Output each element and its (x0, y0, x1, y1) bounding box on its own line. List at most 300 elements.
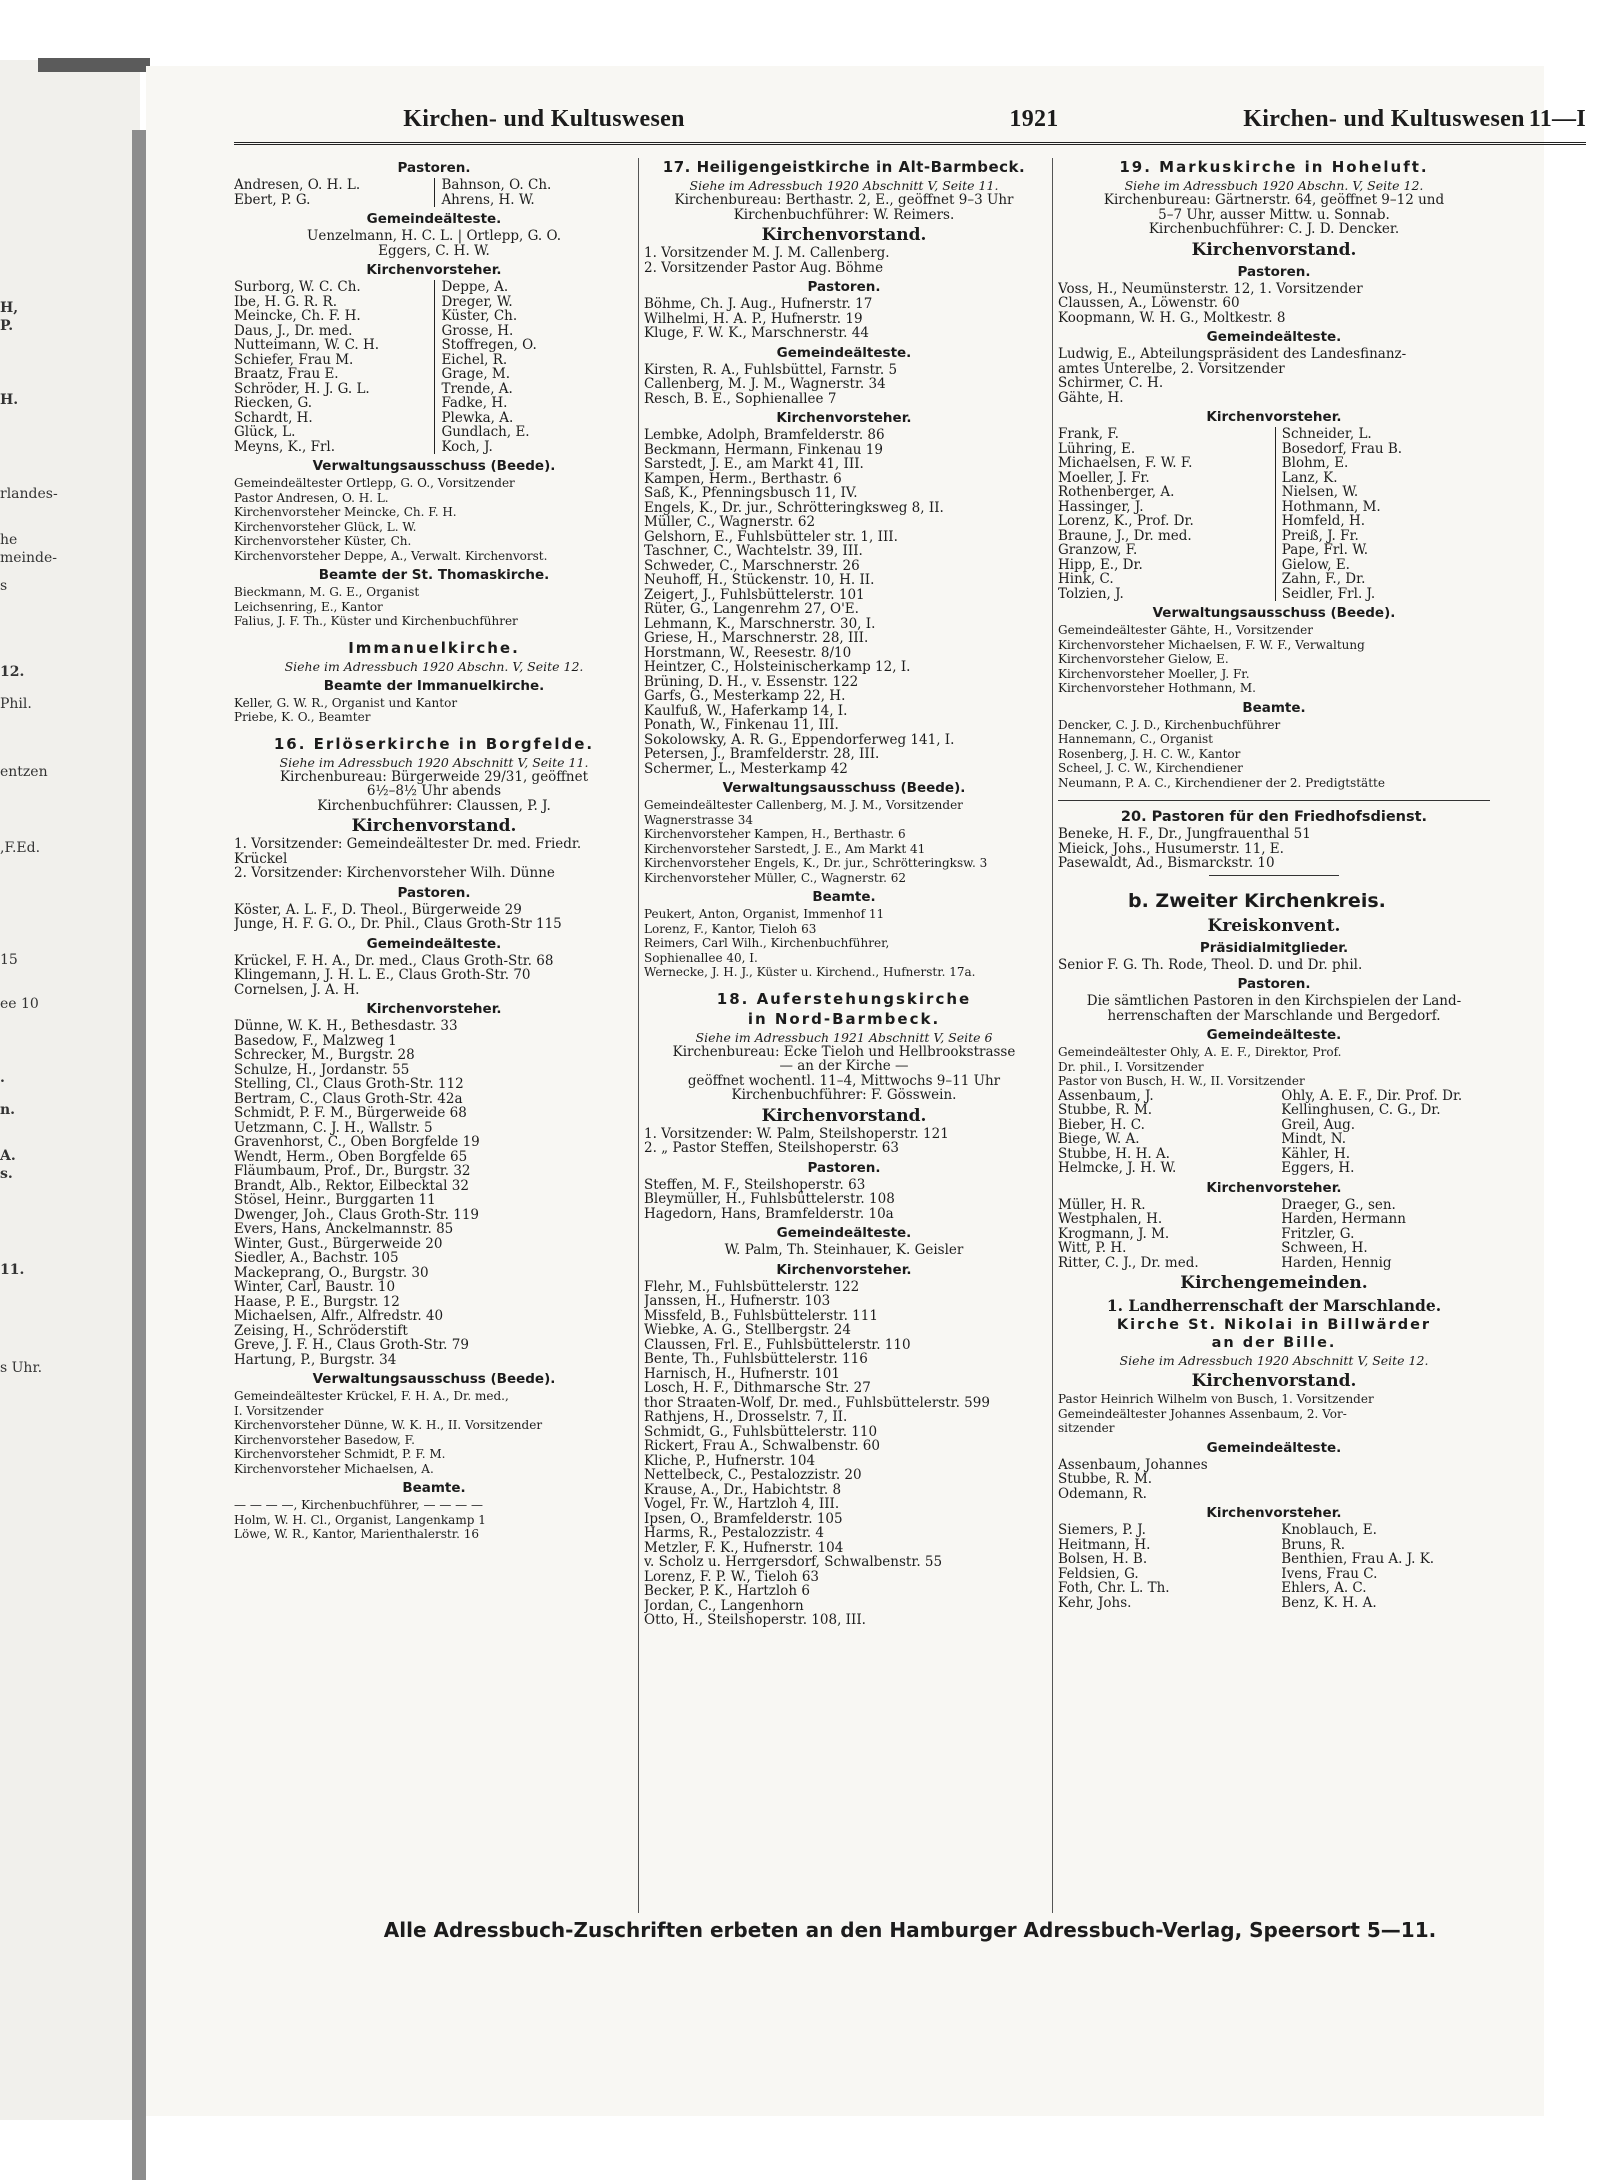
entry-line: Dr. phil., I. Vorsitzender (1058, 1059, 1204, 1074)
section-heading: Kirchenvorsteher. (1206, 1179, 1342, 1196)
entry-line: Kirchenbuchführer: Claussen, P. J. (317, 798, 551, 813)
left-page-fragment-text: ee 10 (0, 996, 39, 1012)
entry-line: Mindt, N. (1281, 1132, 1346, 1147)
column-1 (234, 156, 634, 1552)
kirchenvorstand-list (644, 1127, 1044, 1156)
section-heading: Beamte. (1242, 699, 1306, 716)
entry-line: Bieckmann, M. G. E., Organist (234, 585, 420, 599)
friedhofsdienst-section (1058, 800, 1490, 876)
entry-line: Eggers, H. (1281, 1161, 1355, 1176)
entry-line: Bahnson, O. Ch. (441, 178, 552, 193)
entry-line: Stubbe, R. M. (1058, 1103, 1153, 1118)
section-heading: Kirchenvorsteher. (1206, 409, 1342, 425)
entry-line: 1. Vorsitzender M. J. M. Callenberg. (644, 246, 890, 261)
left-page-fragment-text: he (0, 532, 18, 548)
entry-line: Granzow, F. (1058, 543, 1138, 558)
entry-line: Kirchenbureau: Ecke Tieloh und Hellbrookstrasse (672, 1044, 1016, 1059)
entry-line: Draeger, G., sen. (1281, 1197, 1396, 1212)
entry-line: Janssen, H., Hufnerstr. 103 (644, 1294, 831, 1309)
left-page-fragment-text: Phil. (0, 696, 32, 712)
entry-line: Gemeindeältester Callenberg, M. J. M., Vorsitzender (644, 798, 963, 812)
entry-line: Müller, C., Wagnerstr. 62 (644, 515, 816, 530)
entry-line: Griese, H., Marschnerstr. 28, III. (644, 631, 869, 646)
entry-line: Eichel, R. (441, 352, 508, 367)
entry-line: Kirchenvorsteher Engels, K., Dr. jur., Schrötteringksw. 3 (644, 856, 988, 870)
entry-line: Kellinghusen, C. G., Dr. (1281, 1103, 1441, 1118)
entry-line: Zeising, H., Schröderstift (234, 1323, 408, 1338)
section-heading: Kirchenvorstand. (1191, 239, 1357, 260)
entry-line: Blohm, E. (1281, 456, 1349, 471)
entry-line: Kirchenvorsteher Müller, C., Wagnerstr. 62 (644, 870, 907, 885)
section-heading: Kirchenvorsteher. (776, 410, 912, 426)
entry-line: Kirchenbuchführer: C. J. D. Dencker. (1148, 222, 1400, 237)
pastoren-info (1058, 994, 1490, 1023)
left-page-fragment-text: n. (0, 1102, 16, 1118)
entry-line: Junge, H. F. G. O., Dr. Phil., Claus Groth-Str 115 (234, 917, 562, 932)
entry-line: Kirchenbureau: Berthastr. 2, E., geöffnet 9–3 Uhr (674, 193, 1014, 208)
entry-line: Wagnerstrasse 34 (644, 812, 754, 827)
entry-line: Kampen, Herm., Berthastr. 6 (644, 471, 842, 486)
entry-line: Andresen, O. H. L. (234, 178, 361, 193)
entry-line: Koopmann, W. H. G., Moltkestr. 8 (1058, 310, 1286, 325)
entry-line: Grosse, H. (441, 323, 514, 338)
section-heading: Pastoren. (1237, 263, 1311, 280)
entry-line: Voss, H., Neumünsterstr. 12, 1. Vorsitzender (1058, 281, 1363, 296)
reference-note: Siehe im Adressbuch 1921 Abschnitt V, Seite 6 (695, 1029, 993, 1045)
left-page-fragment-text: H. (0, 392, 19, 408)
church-title: Immanuelkirche. (348, 638, 520, 657)
entry-line: Die sämtlichen Pastoren in den Kirchspielen der Land- (1086, 994, 1462, 1009)
entry-line: Ivens, Frau C. (1281, 1566, 1378, 1581)
entry-line: Cornelsen, J. A. H. (234, 982, 360, 997)
landherrenschaft-title: 1. Landherrenschaft der Marschlande. (1106, 1296, 1442, 1315)
praesidial-line: Senior F. G. Th. Rode, Theol. D. und Dr. phil. (1058, 957, 1363, 972)
entry-line: Nutteimann, W. C. H. (234, 338, 380, 353)
entry-line: Beckmann, Hermann, Finkenau 19 (644, 442, 883, 457)
entry-line: Garfs, G., Mesterkamp 22, H. (644, 689, 846, 704)
entry-line: Kirsten, R. A., Fuhlsbüttel, Farnstr. 5 (644, 362, 898, 377)
header-page-number: 11—I (1528, 106, 1586, 132)
entry-line: Peukert, Anton, Organist, Immenhof 11 (644, 907, 885, 921)
entry-line: Knoblauch, E. (1281, 1523, 1377, 1538)
column-2 (644, 156, 1044, 1638)
entry-line: Kirchenvorsteher Dünne, W. K. H., II. Vorsitzender (234, 1418, 543, 1432)
entry-line: Schröder, H. J. G. L. (234, 381, 370, 396)
entry-line: Kluge, F. W. K., Marschnerstr. 44 (644, 326, 869, 341)
entry-line: Harden, Hermann (1281, 1212, 1406, 1227)
section-heading: Gemeindeälteste. (776, 1225, 912, 1241)
entry-line: Dreger, W. (441, 294, 513, 309)
entry-line: Benz, K. H. A. (1281, 1595, 1377, 1610)
entry-line: Zeigert, J., Fuhlsbüttelerstr. 101 (644, 587, 865, 602)
entry-line: Benthien, Frau A. J. K. (1281, 1552, 1435, 1567)
entry-line: I. Vorsitzender (234, 1403, 324, 1418)
entry-line: Lanz, K. (1281, 470, 1338, 485)
entry-line: Meincke, Ch. F. H. (234, 309, 361, 324)
entry-line: Kirchenvorsteher Deppe, A., Verwalt. Kirchenvorst. (234, 548, 548, 563)
entry-line: Keller, G. W. R., Organist und Kantor (234, 695, 458, 710)
left-page-fragment-text: ,F.Ed. (0, 840, 41, 856)
gemeindealteste-list (1058, 1089, 1490, 1176)
column-3 (1058, 156, 1490, 1620)
entry-line: Schiefer, Frau M. (234, 352, 354, 367)
left-page-fragment-text: P. (0, 318, 14, 334)
entry-line: Kirchenvorsteher Küster, Ch. (234, 534, 412, 548)
entry-line: Bruns, R. (1281, 1537, 1345, 1552)
entry-line: Reimers, Carl Wilh., Kirchenbuchführer, (644, 936, 890, 950)
left-page-fragment-text: s (0, 578, 8, 594)
entry-line: Gundlach, E. (441, 425, 530, 440)
entry-line: Priebe, K. O., Beamter (234, 710, 371, 724)
entry-line: Engels, K., Dr. jur., Schrötteringksweg 8, II. (644, 500, 944, 515)
entry-line: Helmcke, J. H. W. (1058, 1161, 1177, 1176)
book-spine-bar (38, 58, 150, 72)
entry-line: Krause, A., Dr., Habichtstr. 8 (644, 1482, 842, 1497)
entry-line: Moeller, J. Fr. (1058, 470, 1150, 485)
entry-line: Brandt, Alb., Rektor, Eilbecktal 32 (234, 1178, 469, 1193)
entry-line: Claussen, Frl. E., Fuhlsbüttelerstr. 110 (644, 1337, 911, 1352)
entry-line: Stubbe, H. H. A. (1058, 1146, 1170, 1161)
beamte-list (234, 696, 634, 725)
section-heading: Pastoren. (397, 884, 471, 901)
entry-line: Brüning, D. H., v. Essenstr. 122 (644, 674, 859, 689)
section-heading: Beamte der Immanuelkirche. (323, 677, 545, 694)
entry-line: Greve, J. F. H., Claus Groth-Str. 79 (234, 1338, 469, 1353)
page-gutter-shadow (132, 130, 146, 2180)
entry-line: Assenbaum, J. (1058, 1088, 1154, 1103)
pastoren-list (644, 297, 1044, 341)
entry-line: Schardt, H. (234, 410, 313, 425)
column-divider (1052, 158, 1053, 1913)
reference-note: Siehe im Adressbuch 1920 Abschn. V, Seite 12. (1124, 178, 1424, 193)
entry-line: Glück, L. (234, 425, 296, 440)
entry-line: Kirchenvorsteher Michaelsen, F. W. F., Verwaltung (1058, 637, 1365, 652)
section-heading: Beamte. (812, 889, 876, 905)
entry-line: Ludwig, E., Abteilungspräsident des Landesfinanz- (1058, 347, 1407, 362)
entry-line: thor Straaten-Wolf, Dr. med., Fuhlsbüttelerstr. 599 (644, 1395, 990, 1410)
entry-line: Rüter, G., Langenrehm 27, O'E. (644, 602, 859, 617)
entry-line: Kirchenvorsteher Gielow, E. (1058, 652, 1229, 666)
entry-line: Horstmann, W., Reesestr. 8/10 (644, 645, 852, 660)
section-heading: Beamte der St. Thomaskirche. (318, 567, 550, 583)
entry-line: Krückel, F. H. A., Dr. med., Claus Groth-Str. 68 (234, 953, 554, 968)
entry-line: Kirchenvorsteher Kampen, H., Berthastr. 6 (644, 827, 906, 841)
office-info (1058, 193, 1490, 237)
pastoren-list (644, 1178, 1044, 1222)
entry-line: Holm, W. H. Cl., Organist, Langenkamp 1 (234, 1512, 486, 1527)
entry-line: Kirchenvorsteher Schmidt, P. F. M. (234, 1447, 446, 1461)
entry-line: — — — —, Kirchenbuchführer, — — — — (234, 1498, 483, 1512)
entry-line: Kirchenbuchführer: W. Reimers. (733, 207, 955, 222)
kirchenvorsteher-list (644, 428, 1044, 776)
entry-line: Uetzmann, C. J. H., Wallstr. 5 (234, 1120, 433, 1135)
kirchenvorsteher-list (234, 1019, 634, 1367)
header-year: 1921 (1009, 106, 1059, 132)
entry-line: 2. Vorsitzender Pastor Aug. Böhme (644, 260, 884, 275)
entry-line: Sokolowsky, A. R. G., Eppendorferweg 141, I. (644, 732, 955, 747)
entry-line: Gemeindeältester Johannes Assenbaum, 2. Vor- (1058, 1406, 1347, 1421)
church-title: 19. Markuskirche in Hoheluft. (1119, 158, 1429, 176)
entry-line: Flehr, M., Fuhlsbüttelerstr. 122 (644, 1279, 860, 1294)
entry-line: Siemers, P. J. (1058, 1523, 1146, 1538)
entry-line: Wernecke, J. H. J., Küster u. Kirchend., Hufnerstr. 17a. (644, 965, 976, 979)
entry-line: Kirchenbureau: Bürgerweide 29/31, geöffnet (279, 769, 589, 784)
entry-line: Krückel (234, 851, 288, 866)
section-heading: Kirchengemeinden. (1180, 1273, 1368, 1293)
entry-line: Ebert, P. G. (234, 192, 311, 207)
header-section-title-left: Kirchen- und Kultuswesen (403, 106, 685, 132)
entry-line: Bosedorf, Frau B. (1281, 441, 1403, 456)
entry-line: Nettelbeck, C., Pestalozzistr. 20 (644, 1468, 862, 1483)
entry-line: Winter, Gust., Bürgerweide 20 (234, 1236, 443, 1251)
entry-line: Schirmer, C. H. (1058, 376, 1164, 391)
kirchenvorsteher-list (1058, 1523, 1490, 1610)
kirchenvorsteher-list (1058, 1198, 1490, 1271)
beamte-list (644, 907, 1044, 980)
entry-line: — an der Kirche — (779, 1059, 909, 1074)
entry-line: Trende, A. (441, 381, 513, 396)
entry-line: Plewka, A. (441, 410, 514, 425)
header-rule (234, 142, 1586, 145)
entry-line: Lorenz, F., Kantor, Tieloh 63 (644, 921, 817, 936)
section-heading: Kirchenvorstand. (761, 225, 927, 245)
reference-note: Siehe im Adressbuch 1920 Abschnitt V, Seite 11. (689, 178, 999, 193)
entry-line: Bieber, H. C. (1058, 1117, 1145, 1132)
reference-note: Siehe im Adressbuch 1920 Abschn. V, Seite 12. (284, 658, 584, 674)
entry-line: Tolzien, J. (1058, 586, 1124, 601)
entry-line: Metzler, F. K., Hufnerstr. 104 (644, 1540, 844, 1555)
entry-line: Rickert, Frau A., Schwalbenstr. 60 (644, 1439, 880, 1454)
entry-line: 1. Vorsitzender: Gemeindeältester Dr. med. Friedr. (234, 837, 582, 852)
office-info (644, 1045, 1044, 1103)
entry-line: Ibe, H. G. R. R. (234, 294, 337, 309)
entry-line: Harden, Hennig (1281, 1255, 1392, 1270)
verwaltungsausschuss-list (234, 476, 634, 563)
kirchenvorsteher-list (234, 280, 634, 454)
gemeindealteste-list (644, 363, 1044, 407)
directory-page (146, 66, 1586, 2116)
entry-line: Greil, Aug. (1281, 1117, 1356, 1132)
entry-line: Evers, Hans, Anckelmannstr. 85 (234, 1222, 454, 1237)
entry-line: Kirchenvorsteher Hothmann, M. (1058, 681, 1256, 695)
office-info (644, 193, 1044, 222)
entry-line: Zahn, F., Dr. (1281, 572, 1366, 587)
entry-line: Rothenberger, A. (1058, 485, 1175, 500)
entry-line: Taschner, C., Wachtelstr. 39, III. (644, 544, 863, 559)
entry-line: Löwe, W. R., Kantor, Marienthalerstr. 16 (234, 1527, 480, 1541)
entry-line: Gemeindeältester Ohly, A. E. F., Direktor, Prof. (1058, 1045, 1342, 1059)
entry-line: Haase, P. E., Burgstr. 12 (234, 1294, 400, 1309)
section-heading: Beamte. (402, 1480, 466, 1496)
entry-line: Saß, K., Pfenningsbusch 11, IV. (644, 486, 858, 501)
entry-line: Pastor von Busch, H. W., II. Vorsitzender (1058, 1074, 1305, 1088)
entry-line: geöffnet wochentl. 11–4, Mittwochs 9–11 Uhr (687, 1073, 1001, 1088)
church-title: Kirche St. Nikolai in Billwärder (1116, 1317, 1432, 1333)
entry-line: Ponath, W., Finkenau 11, III. (644, 718, 839, 733)
reference-note: Siehe im Adressbuch 1920 Abschnitt V, Seite 12. (1119, 1353, 1429, 1368)
entry-line: Kirchenvorsteher Glück, L. W. (234, 519, 417, 534)
entry-line: Pastor Heinrich Wilhelm von Busch, 1. Vorsitzender (1058, 1392, 1374, 1406)
gemeindealteste-list (1058, 347, 1490, 405)
entry-line: Biege, W. A. (1058, 1132, 1140, 1147)
entry-line: sitzender (1058, 1421, 1115, 1435)
entry-line: Rosenberg, J. H. C. W., Kantor (1058, 746, 1241, 761)
entry-line: Gemeindeältester Gähte, H., Vorsitzender (1058, 623, 1314, 637)
left-page-fragment-text: A. (0, 1148, 16, 1164)
section-heading: Kreiskonvent. (1207, 915, 1341, 936)
entry-line: Missfeld, B., Fuhlsbüttelerstr. 111 (644, 1308, 878, 1323)
entry-line: Eggers, C. H. W. (378, 243, 490, 258)
entry-line: Kirchenvorsteher Meincke, Ch. F. H. (234, 505, 457, 519)
entry-line: Resch, B. E., Sophienallee 7 (644, 391, 837, 406)
kirchenvorsteher-list (644, 1280, 1044, 1628)
entry-line: Schulze, H., Jordanstr. 55 (234, 1062, 410, 1077)
entry-line: Daus, J., Dr. med. (234, 323, 353, 338)
page-header (234, 106, 1586, 142)
entry-line: Odemann, R. (1058, 1486, 1147, 1501)
beamte-list (1058, 718, 1490, 791)
church-title: 17. Heiligengeistkirche in Alt-Barmbeck. (662, 158, 1026, 176)
left-page-fragment-text: s Uhr. (0, 1360, 43, 1376)
entry-line: Hagedorn, Hans, Bramfelderstr. 10a (644, 1206, 894, 1221)
section-heading: Gemeindeälteste. (1206, 1439, 1342, 1456)
entry-line: Braatz, Frau E. (234, 367, 339, 382)
left-page-fragment (0, 60, 140, 2120)
left-page-fragment-text: 15 (0, 952, 18, 968)
entry-line: Schmidt, P. F. M., Bürgerweide 68 (234, 1106, 467, 1121)
entry-line: Otto, H., Steilshoperstr. 108, III. (644, 1613, 866, 1628)
entry-line: Fritzler, G. (1281, 1226, 1355, 1241)
entry-line: Lühring, E. (1058, 441, 1136, 456)
verwaltungsausschuss-list (234, 1389, 634, 1476)
entry-line: Winter, Carl, Baustr. 10 (234, 1280, 396, 1295)
entry-line: Bertram, C., Claus Groth-Str. 42a (234, 1091, 463, 1106)
entry-line: Ohly, A. E. F., Dir. Prof. Dr. (1281, 1088, 1463, 1103)
entry-line: Feldsien, G. (1058, 1566, 1139, 1581)
entry-line: Sophienallee 40, I. (644, 950, 758, 965)
immanuelkirche-section (234, 639, 634, 725)
left-page-fragment-text: meinde- (0, 550, 58, 566)
entry-line: Foth, Chr. L. Th. (1058, 1581, 1170, 1596)
entry-line: Hassinger, J. (1058, 499, 1144, 514)
entry-line: Ahrens, H. W. (441, 192, 535, 207)
entry-line: Hipp, E., Dr. (1058, 557, 1143, 572)
section-heading: Verwaltungsausschuss (Beede). (312, 458, 556, 474)
left-page-fragment-text: 12. (0, 664, 25, 680)
entry-line: Schweder, C., Marschnerstr. 26 (644, 558, 860, 573)
entry-line: Lorenz, K., Prof. Dr. (1058, 514, 1194, 529)
entry-line: Hink, C. (1058, 572, 1114, 587)
entry-line: Köster, A. L. F., D. Theol., Bürgerweide 29 (234, 902, 522, 917)
entry-line: v. Scholz u. Herrgersdorf, Schwalbenstr. 55 (644, 1555, 943, 1570)
office-info (234, 770, 634, 814)
entry-line: Schween, H. (1281, 1241, 1368, 1256)
header-section-title-right: Kirchen- und Kultuswesen (1243, 106, 1525, 132)
erloeserkirche-section (234, 735, 634, 1542)
entry-line: Kirchenvorsteher Sarstedt, J. E., Am Markt 41 (644, 841, 926, 856)
entry-line: Kirchenvorsteher Basedow, F. (234, 1432, 415, 1447)
entry-line: Basedow, F., Malzweg 1 (234, 1033, 397, 1048)
kirchenkreis-title: b. Zweiter Kirchenkreis. (1128, 889, 1386, 912)
entry-line: Witt, P. H. (1058, 1241, 1127, 1256)
entry-line: Seidler, Frl. J. (1281, 586, 1376, 601)
entry-line: Gemeindeältester Krückel, F. H. A., Dr. med., (234, 1389, 509, 1403)
entry-line: Bente, Th., Fuhlsbüttelerstr. 116 (644, 1352, 868, 1367)
entry-line: Michaelsen, F. W. F. (1058, 456, 1193, 471)
entry-line: Siedler, A., Bachstr. 105 (234, 1251, 399, 1266)
friedhof-pastoren-list (1058, 827, 1490, 871)
entry-line: Pastor Andresen, O. H. L. (234, 490, 389, 505)
entry-line: Kliche, P., Hufnerstr. 104 (644, 1453, 816, 1468)
entry-line: Ehlers, A. C. (1281, 1581, 1367, 1596)
beamte-list (234, 585, 634, 629)
section-heading: Gemeindeälteste. (366, 935, 502, 952)
pastoren-list (234, 178, 634, 207)
entry-line: Kirchenvorsteher Michaelsen, A. (234, 1461, 434, 1476)
left-page-fragment-text: 11. (0, 1262, 25, 1278)
section-heading: Kirchenvorstand. (761, 1105, 927, 1126)
zweiter-kirchenkreis-section (1058, 890, 1490, 1611)
markuskirche-section (1058, 158, 1490, 790)
entry-line: Heitmann, H. (1058, 1537, 1151, 1552)
beamte-list (234, 1498, 634, 1542)
entry-line: Neuhoff, H., Stückenstr. 10, H. II. (644, 573, 875, 588)
entry-line: 1. Vorsitzender: W. Palm, Steilshoperstr. 121 (644, 1126, 949, 1141)
entry-line: Lehmann, K., Marschnerstr. 30, I. (644, 616, 876, 631)
section-heading: Kirchenvorsteher. (1206, 1505, 1342, 1521)
gemeindealteste-list (234, 229, 634, 258)
entry-line: 5–7 Uhr, ausser Mittw. u. Sonnab. (1158, 207, 1390, 222)
entry-line: Hartung, P., Burgstr. 34 (234, 1352, 397, 1367)
entry-line: Fläumbaum, Prof., Dr., Burgstr. 32 (234, 1164, 471, 1179)
entry-line: Rathjens, H., Drosselstr. 7, II. (644, 1410, 848, 1425)
column-divider (638, 158, 639, 1913)
entry-line: Uenzelmann, H. C. L. | Ortlepp, G. O. (306, 229, 562, 244)
entry-line: Stubbe, R. M. (1058, 1472, 1153, 1487)
section-heading: Kirchenvorstand. (1191, 1371, 1357, 1391)
left-page-text-fragments (0, 60, 132, 2120)
entry-line: Surborg, W. C. Ch. (234, 280, 361, 295)
entry-line: Wiebke, A. G., Stellbergstr. 24 (644, 1323, 851, 1338)
entry-line: Mackeprang, O., Burgstr. 30 (234, 1265, 429, 1280)
entry-line: Riecken, G. (234, 396, 313, 411)
entry-line: Beneke, H. F., Dr., Jungfrauenthal 51 (1058, 827, 1311, 842)
section-heading: Verwaltungsausschuss (Beede). (312, 1371, 556, 1387)
reference-note: Siehe im Adressbuch 1920 Abschnitt V, Seite 11. (279, 754, 589, 770)
entry-line: Hannemann, C., Organist (1058, 732, 1213, 746)
entry-line: Küster, Ch. (441, 309, 518, 324)
entry-line: Claussen, A., Löwenstr. 60 (1058, 296, 1240, 311)
entry-line: Schneider, L. (1281, 427, 1372, 442)
entry-line: Gemeindeältester Ortlepp, G. O., Vorsitzender (234, 476, 515, 490)
section-heading: Pastoren. (807, 279, 881, 295)
entry-line: Kaulfuß, W., Haferkamp 14, I. (644, 703, 848, 718)
left-page-fragment-text: rlandes- (0, 486, 58, 502)
entry-line: Mieick, Johs., Husumerstr. 11, E. (1058, 841, 1284, 856)
entry-line: Dencker, C. J. D., Kirchenbuchführer (1058, 717, 1281, 732)
entry-line: Meyns, K., Frl. (234, 439, 336, 454)
kirchenvorstand-list (234, 837, 634, 881)
entry-line: amtes Unterelbe, 2. Vorsitzender (1058, 361, 1285, 376)
entry-line: Gähte, H. (1058, 390, 1124, 405)
entry-line: Sarstedt, J. E., am Markt 41, III. (644, 457, 864, 472)
entry-line: Bleymüller, H., Fuhlsbüttelerstr. 108 (644, 1192, 895, 1207)
entry-line: Schermer, L., Mesterkamp 42 (644, 761, 848, 776)
section-heading: Kirchenvorsteher. (776, 1261, 912, 1278)
church-title-line-2: in Nord-Barmbeck. (747, 1009, 941, 1028)
entry-line: Kirchenvorsteher Moeller, J. Fr. (1058, 666, 1250, 681)
entry-line: 2. Vorsitzender: Kirchenvorsteher Wilh. Dünne (234, 866, 555, 881)
